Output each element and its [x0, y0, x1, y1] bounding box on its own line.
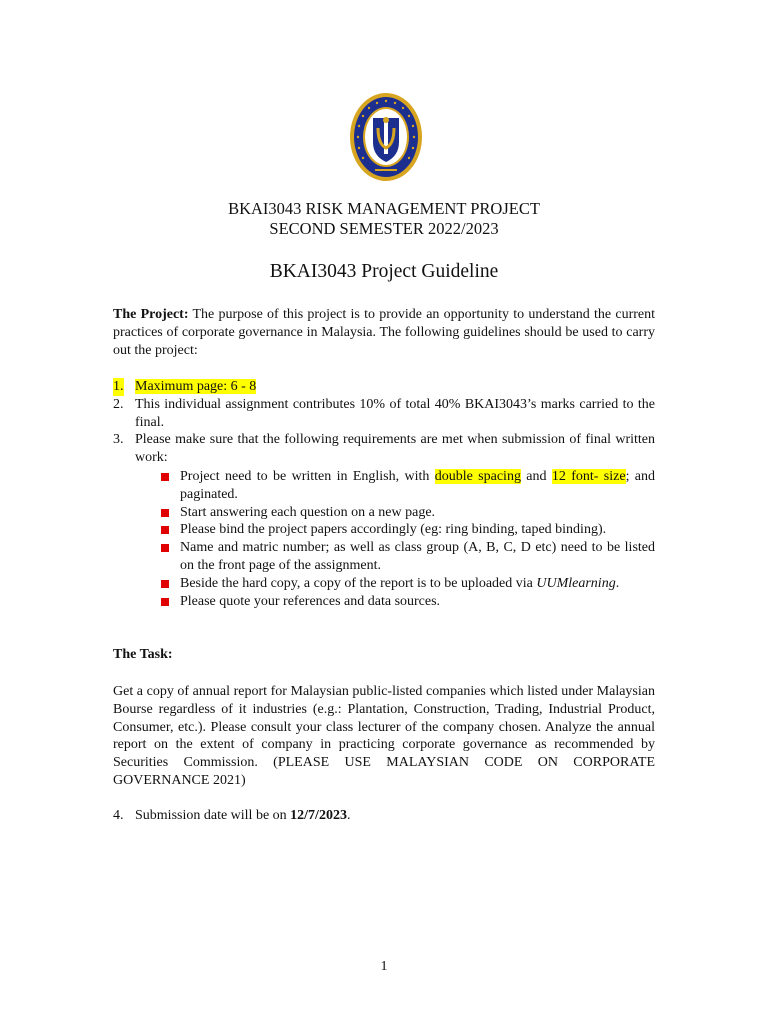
- submission-date: 12/7/2023: [290, 808, 347, 823]
- list-item-text: This individual assignment contributes 10% of total 40% BKAI3043’s marks carried to the final.: [135, 396, 655, 430]
- page-number: 1: [380, 959, 388, 974]
- list-item: 1. Maximum page: 6 - 8: [113, 379, 257, 394]
- red-square-bullet-icon: [161, 598, 169, 606]
- semester-heading: SECOND SEMESTER 2022/2023: [269, 219, 499, 238]
- list-item: Please quote your references and data sources.: [160, 593, 655, 611]
- task-heading: The Task:: [113, 647, 173, 662]
- platform-name: UUMlearning: [536, 575, 616, 591]
- red-square-bullet-icon: [161, 544, 169, 552]
- red-square-bullet-icon: [161, 473, 169, 481]
- task-paragraph: Get a copy of annual report for Malaysian public-listed companies which listed under Malaysian Bourse regardless of it industries (e.g.: Plantation, Construction, Trading, Industrial Product, Consumer, etc.). Please consult your class lecturer of the company chosen. Analyze the annual report on the extent of company in practicing corporate governance as recommended by Securities Commission. (PLEASE USE MALAYSIAN CODE ON CORPORATE GOVERNANCE 2021): [113, 684, 655, 788]
- guideline-list: [113, 378, 655, 467]
- red-square-bullet-icon: [161, 580, 169, 588]
- list-item: Name and matric number; as well as class group (A, B, C, D etc) need to be listed on the front page of the assignment.: [160, 539, 655, 575]
- list-item: 3. Please make sure that the following requirements are met when submission of final written work:: [113, 432, 655, 466]
- list-item-text: Maximum page: 6 - 8: [135, 379, 257, 394]
- list-item: Project need to be written in English, with double spacing and 12 font- size; and paginated.: [160, 468, 655, 504]
- university-crest-icon: [349, 92, 423, 182]
- document-title: BKAI3043 Project Guideline: [269, 261, 499, 282]
- highlighted-text: double spacing: [434, 469, 521, 484]
- course-heading: BKAI3043 RISK MANAGEMENT PROJECT: [228, 199, 540, 218]
- requirements-list: [160, 468, 655, 610]
- project-label: The Project:: [113, 307, 189, 322]
- list-item: Start answering each question on a new page.: [160, 504, 655, 522]
- highlighted-text: 12 font- size: [551, 469, 626, 484]
- red-square-bullet-icon: [161, 526, 169, 534]
- list-item-text: Please make sure that the following requirements are met when submission of final written work:: [135, 432, 655, 466]
- submission-item: 4. Submission date will be on 12/7/2023.: [113, 808, 351, 823]
- list-item: Please bind the project papers accordingly (eg: ring binding, taped binding).: [160, 521, 655, 539]
- list-item: 2. This individual assignment contributes 10% of total 40% BKAI3043’s marks carried to the final.: [113, 396, 655, 430]
- list-item: Beside the hard copy, a copy of the report is to be uploaded via UUMlearning.: [160, 575, 655, 593]
- project-text: The purpose of this project is to provide an opportunity to understand the current practices of corporate governance in Malaysia. The following guidelines should be used to carry out the project:: [113, 307, 656, 358]
- project-paragraph: [113, 306, 655, 359]
- red-square-bullet-icon: [161, 509, 169, 517]
